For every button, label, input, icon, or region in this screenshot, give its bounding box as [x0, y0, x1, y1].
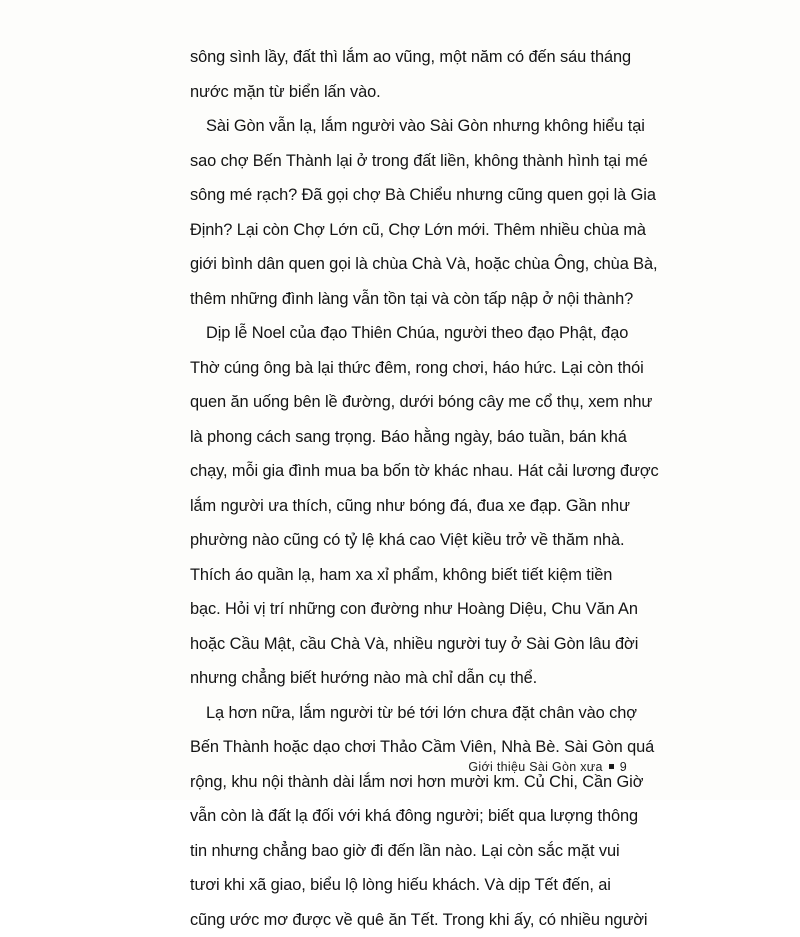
- body-text: [190, 40, 630, 937]
- text-line: rộng, khu nội thành dài lắm nơi hơn mười km. Củ Chi, Cần Giờ: [190, 765, 630, 800]
- text-line: phường nào cũng có tỷ lệ khá cao Việt kiều trở về thăm nhà.: [190, 523, 630, 558]
- paragraph-start-line: Dịp lễ Noel của đạo Thiên Chúa, người theo đạo Phật, đạo: [190, 316, 630, 351]
- text-line: lắm người ưa thích, cũng như bóng đá, đua xe đạp. Gần như: [190, 489, 630, 524]
- text-line: cũng ước mơ được về quê ăn Tết. Trong khi ấy, có nhiều người: [190, 903, 630, 937]
- text-line: hoặc Cầu Mật, cầu Chà Và, nhiều người tuy ở Sài Gòn lâu đời: [190, 627, 630, 662]
- text-line: sông sình lầy, đất thì lắm ao vũng, một năm có đến sáu tháng: [190, 40, 630, 75]
- page-number: 9: [620, 760, 627, 774]
- text-line: Thích áo quần lạ, ham xa xỉ phẩm, không biết tiết kiệm tiền: [190, 558, 630, 593]
- text-line: Bến Thành hoặc dạo chơi Thảo Cầm Viên, Nhà Bè. Sài Gòn quá: [190, 730, 630, 765]
- text-line: bạc. Hỏi vị trí những con đường như Hoàng Diệu, Chu Văn An: [190, 592, 630, 627]
- paragraph-start-line: Sài Gòn vẫn lạ, lắm người vào Sài Gòn nhưng không hiểu tại: [190, 109, 630, 144]
- text-line: thêm những đình làng vẫn tồn tại và còn tấp nập ở nội thành?: [190, 282, 630, 317]
- text-line: nước mặn từ biển lấn vào.: [190, 75, 630, 110]
- paragraph-start-line: Lạ hơn nữa, lắm người từ bé tới lớn chưa đặt chân vào chợ: [190, 696, 630, 731]
- text-line: quen ăn uống bên lề đường, dưới bóng cây me cổ thụ, xem như: [190, 385, 630, 420]
- text-line: vẫn còn là đất lạ đối với khá đông người; biết qua lượng thông: [190, 799, 630, 834]
- footer-bullet-icon: [609, 764, 614, 769]
- text-line: là phong cách sang trọng. Báo hằng ngày, báo tuần, bán khá: [190, 420, 630, 455]
- text-line: Định? Lại còn Chợ Lớn cũ, Chợ Lớn mới. Thêm nhiều chùa mà: [190, 213, 630, 248]
- text-line: sông mé rạch? Đã gọi chợ Bà Chiểu nhưng cũng quen gọi là Gia: [190, 178, 630, 213]
- text-line: giới bình dân quen gọi là chùa Chà Và, hoặc chùa Ông, chùa Bà,: [190, 247, 630, 282]
- text-line: Thờ cúng ông bà lại thức đêm, rong chơi, háo hức. Lại còn thói: [190, 351, 630, 386]
- book-title: Giới thiệu Sài Gòn xưa: [468, 760, 602, 774]
- text-line: sao chợ Bến Thành lại ở trong đất liền, không thành hình tại mé: [190, 144, 630, 179]
- text-line: tin nhưng chẳng bao giờ đi đến lần nào. Lại còn sắc mặt vui: [190, 834, 630, 869]
- text-line: tươi khi xã giao, biểu lộ lòng hiếu khách. Và dịp Tết đến, ai: [190, 868, 630, 903]
- running-footer: [0, 760, 627, 774]
- text-line: nhưng chẳng biết hướng nào mà chỉ dẫn cụ thể.: [190, 661, 630, 696]
- text-line: chạy, mỗi gia đình mua ba bốn tờ khác nhau. Hát cải lương được: [190, 454, 630, 489]
